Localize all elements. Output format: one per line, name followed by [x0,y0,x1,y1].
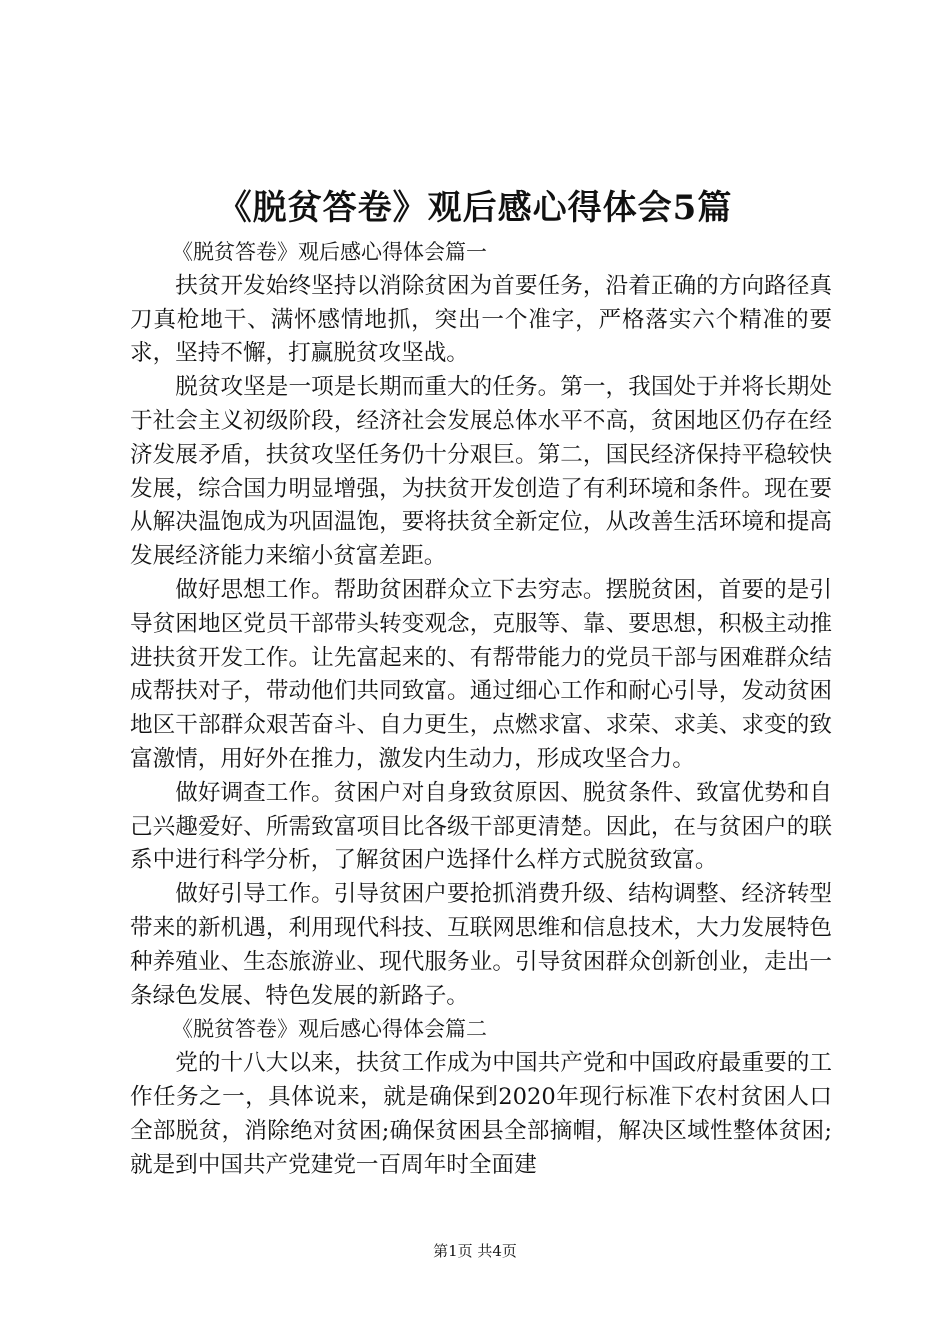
body-paragraph: 党的十八大以来，扶贫工作成为中国共产党和中国政府最重要的工作任务之一，具体说来，就是确保到2020年现行标准下农村贫困人口全部脱贫，消除绝对贫困;确保贫困县全部摘帽，解决区域性整体贫困;就是到中国共产党建党一百周年时全面建 [130,1050,832,1178]
section-heading: 《脱贫答卷》观后感心得体会篇一 [172,240,487,264]
body-paragraph: 扶贫开发始终坚持以消除贫困为首要任务，沿着正确的方向路径真刀真枪地干、满怀感情地抓，突出一个准字，严格落实六个精准的要求，坚持不懈，打赢脱贫攻坚战。 [130,272,832,367]
page-number-footer: 第1页 共4页 [433,1242,517,1260]
section-heading: 《脱贫答卷》观后感心得体会篇二 [172,1017,487,1042]
body-paragraph: 做好思想工作。帮助贫困群众立下去穷志。摆脱贫困，首要的是引导贫困地区党员干部带头转变观念，克服等、靠、要思想，积极主动推进扶贫开发工作。让先富起来的、有帮带能力的党员干部与困难群众结成帮扶对子，带动他们共同致富。通过细心工作和耐心引导，发动贫困地区干部群众艰苦奋斗、自力更生，点燃求富、求荣、求美、求变的致富激情，用好外在推力，激发内生动力，形成攻坚合力。 [130,576,832,772]
document-body [130,236,832,1182]
document-title: 《脱贫答卷》观后感心得体会5篇 [217,188,733,228]
body-paragraph: 脱贫攻坚是一项是长期而重大的任务。第一，我国处于并将长期处于社会主义初级阶段，经济社会发展总体水平不高，贫困地区仍存在经济发展矛盾，扶贫攻坚任务仍十分艰巨。第二，国民经济保持平稳较快发展，综合国力明显增强，为扶贫开发创造了有利环境和条件。现在要从解决温饱成为巩固温饱，要将扶贫全新定位，从改善生活环境和提高发展经济能力来缩小贫富差距。 [130,374,832,570]
body-paragraph: 做好引导工作。引导贫困户要抢抓消费升级、结构调整、经济转型带来的新机遇，利用现代科技、互联网思维和信息技术，大力发展特色种养殖业、生态旅游业、现代服务业。引导贫困群众创新创业，走出一条绿色发展、特色发展的新路子。 [130,881,832,1009]
body-paragraph: 做好调查工作。贫困户对自身致贫原因、脱贫条件、致富优势和自己兴趣爱好、所需致富项目比各级干部更清楚。因此，在与贫困户的联系中进行科学分析，了解贫困户选择什么样方式脱贫致富。 [130,779,832,874]
